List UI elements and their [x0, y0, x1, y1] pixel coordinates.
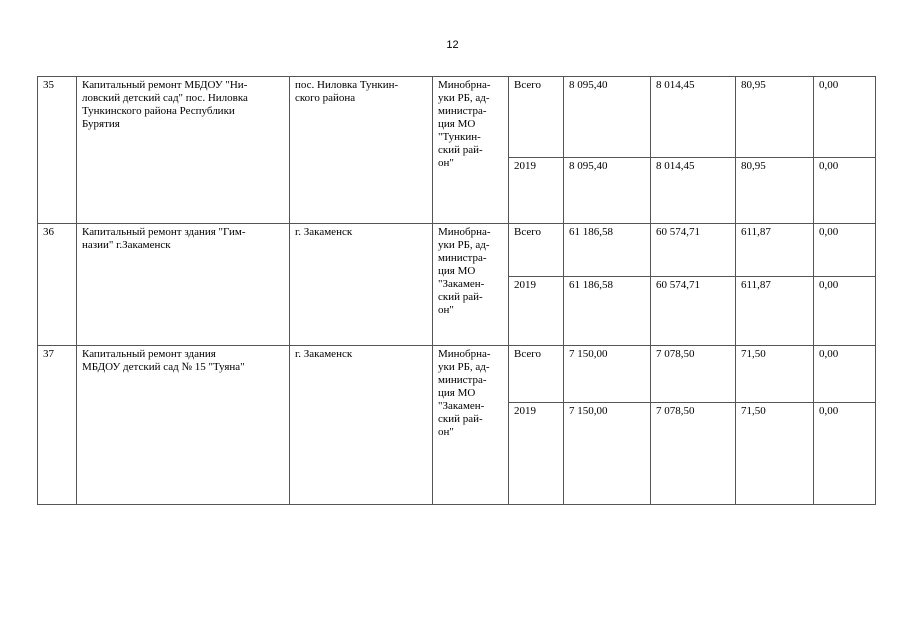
object-name: Капитальный ремонт здания МБДОУ детский сад № 15 "Туяна": [77, 346, 290, 505]
value-cell: 611,87: [736, 277, 814, 346]
object-location: г. Закаменск: [290, 346, 433, 505]
value-cell: 71,50: [736, 403, 814, 505]
period-cell: 2019: [509, 277, 564, 346]
total-cell: 61 186,58: [564, 224, 651, 277]
value-cell: 8 014,45: [651, 158, 736, 224]
value-cell: 7 078,50: [651, 346, 736, 403]
total-cell: 7 150,00: [564, 403, 651, 505]
table-row: [38, 224, 876, 277]
value-cell: 7 078,50: [651, 403, 736, 505]
object-location: пос. Ниловка Тункин- ского района: [290, 77, 433, 224]
value-cell: 0,00: [814, 346, 876, 403]
value-cell: 0,00: [814, 277, 876, 346]
row-number: 37: [38, 346, 77, 505]
value-cell: 0,00: [814, 224, 876, 277]
object-customer: Минобрна- уки РБ, ад- министра- ция МО "Тункин- ский рай- он": [433, 77, 509, 224]
value-cell: 71,50: [736, 346, 814, 403]
value-cell: 80,95: [736, 158, 814, 224]
value-cell: 0,00: [814, 403, 876, 505]
period-cell: Всего: [509, 77, 564, 158]
projects-table: [37, 76, 876, 505]
row-number: 35: [38, 77, 77, 224]
value-cell: 60 574,71: [651, 224, 736, 277]
object-customer: Минобрна- уки РБ, ад- министра- ция МО "Закамен- ский рай- он": [433, 224, 509, 346]
table-row: [38, 77, 876, 158]
page-number: 12: [446, 39, 459, 51]
value-cell: 0,00: [814, 77, 876, 158]
period-cell: Всего: [509, 346, 564, 403]
value-cell: 0,00: [814, 158, 876, 224]
total-cell: 8 095,40: [564, 77, 651, 158]
period-cell: 2019: [509, 403, 564, 505]
value-cell: 60 574,71: [651, 277, 736, 346]
object-customer: Минобрна- уки РБ, ад- министра- ция МО "Закамен- ский рай- он": [433, 346, 509, 505]
value-cell: 80,95: [736, 77, 814, 158]
period-cell: 2019: [509, 158, 564, 224]
object-location: г. Закаменск: [290, 224, 433, 346]
value-cell: 611,87: [736, 224, 814, 277]
row-number: 36: [38, 224, 77, 346]
total-cell: 8 095,40: [564, 158, 651, 224]
total-cell: 61 186,58: [564, 277, 651, 346]
object-name: Капитальный ремонт здания "Гим- назии" г.Закаменск: [77, 224, 290, 346]
table-row: [38, 346, 876, 403]
total-cell: 7 150,00: [564, 346, 651, 403]
object-name: Капитальный ремонт МБДОУ "Ни- ловский детский сад" пос. Ниловка Тункинского района Республики Бурятия: [77, 77, 290, 224]
period-cell: Всего: [509, 224, 564, 277]
value-cell: 8 014,45: [651, 77, 736, 158]
